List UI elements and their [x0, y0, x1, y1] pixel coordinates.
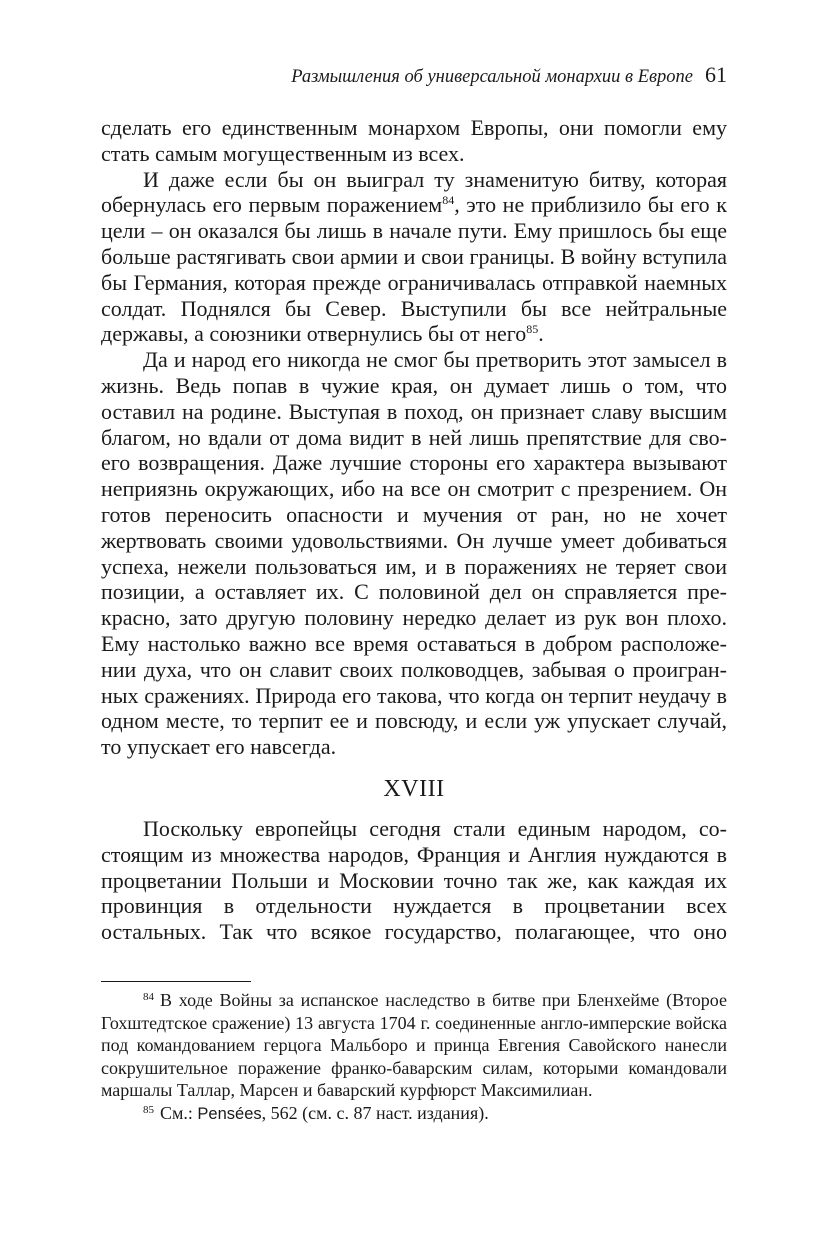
footnote-84	[101, 989, 727, 1102]
footnote-number: 85	[143, 1103, 154, 1116]
footnotes	[101, 989, 727, 1126]
paragraph-3: Да и народ его никогда не смог бы претворить этот замысел в жизнь. Ведь попав в чужие края, он думает лишь о том, что оставил на родине. Выступая в поход, он признает славу высшим благом, но вдали от дома видит в ней лишь препятствие для своего возвращения. Даже лучшие стороны его характера вызывают неприязнь окружающих, ибо на все он смотрит с презрением. Он готов переносить опасности и мучения от ран, но не хочет жертвовать своими удовольствиями. Он лучше умеет добиваться успеха, нежели пользоваться им, и в поражениях не теряет свои позиции, а оставляет их. С половиной дел он справляется прекрасно, зато другую половину нередко делает из рук вон плохо. Ему настолько важно все время оставаться в добром расположении духа, что он славит своих полководцев, забывая о проигранных сражениях. Природа его такова, что когда он терпит неудачу в одном месте, то терпит ее и повсюду, и если уж упускает случай, то упускает его навсегда.	[101, 347, 727, 760]
footnote-text-after: , 562 (см. с. 87 наст. издания).	[261, 1102, 489, 1123]
paragraph-2-text-a: И даже если бы он выиграл ту знаменитую битву, которая обернулась его первым поражением	[101, 166, 727, 218]
footnote-number: 84	[143, 991, 154, 1003]
footnote-work-title: Pensées	[197, 1104, 262, 1123]
running-header	[101, 62, 727, 90]
main-text	[101, 115, 727, 945]
footnote-text: В ходе Войны за испанское наследство в битве при Бленхейме (Второе Гохштедтское сражение) 13 августа 1704 г. соединенные англо-имперские войска под командованием герцога Мальборо и принца Евгения Савойского нанесли сокрушительное поражение франко-баварским силам, которыми командовали маршалы Таллар, Марсен и баварский курфюрст Максимилиан.	[101, 990, 727, 1101]
footnote-85	[101, 1102, 727, 1126]
section-heading: XVIII	[383, 775, 445, 802]
paragraph-2	[101, 167, 727, 348]
running-title: Размышления об универсальной монархии в Европе	[291, 67, 693, 87]
page-number: 61	[705, 62, 727, 87]
footnote-ref-84[interactable]: 84	[442, 193, 455, 208]
footnote-divider	[101, 981, 251, 982]
footnote-text-before: См.:	[160, 1102, 198, 1123]
paragraph-1: сделать его единственным монархом Европы, они помогли ему стать самым могущественным из всех.	[101, 115, 727, 166]
footnote-ref-85[interactable]: 85	[526, 322, 539, 337]
paragraph-2-text-c: .	[538, 321, 544, 347]
section-paragraph: Поскольку европейцы сегодня стали единым народом, состоящим из множества народов, Франция и Англия нуждаются в процветании Польши и Московии точно так же, как каждая их провинция в отдельности нуждается в процветании всех остальных. Так что всякое государство, полагающее, что оно	[101, 815, 727, 945]
paragraph-2-text-b: , это не приблизило бы его к цели – он оказался бы лишь в начале пути. Ему пришлось бы еще больше растягивать свои армии и свои границы. В войну вступила бы Германия, которая прежде ограничивалась отправкой наемных солдат. Поднялся бы Север. Выступили бы все нейтральные державы, а союзники отвернулись бы от него	[101, 192, 727, 347]
